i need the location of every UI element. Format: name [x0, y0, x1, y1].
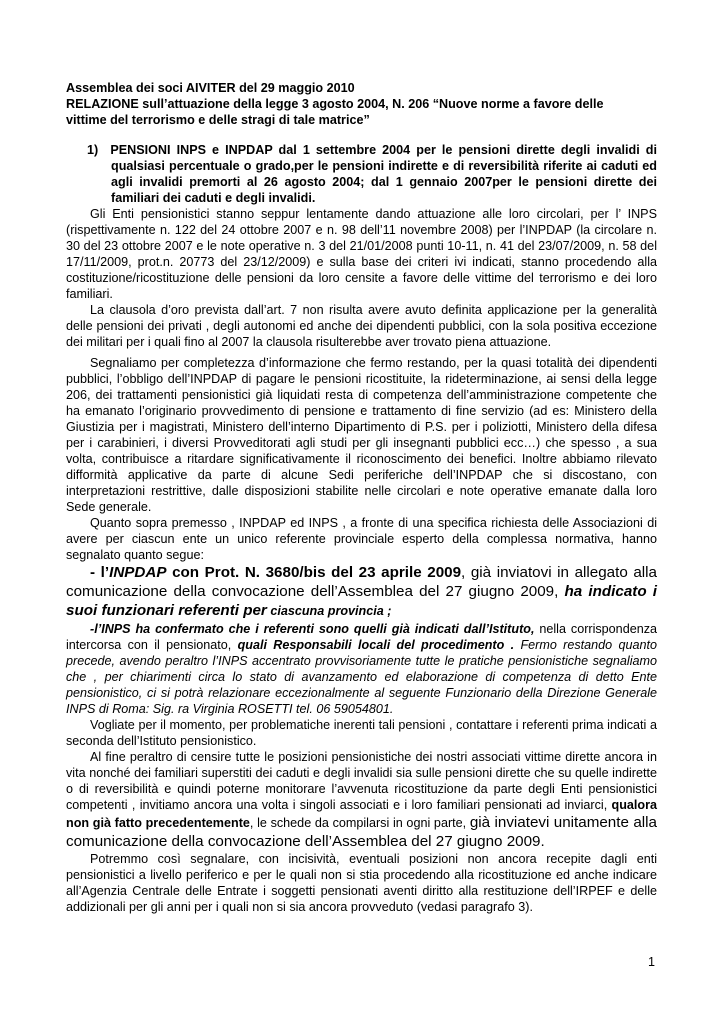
- inpdap-referents: ha indicato i suoi funzionari referenti per: [66, 583, 657, 619]
- header-line-2: RELAZIONE sull’attuazione della legge 3 agosto 2004, N. 206 “Nuove norme a favore delle: [66, 97, 604, 111]
- inps-responsabili: quali Responsabili locali del procedimento .: [237, 638, 515, 652]
- paragraph-1: Gli Enti pensionistici stanno seppur lentamente dando attuazione alle loro circolari, per l’ INPS (rispettivamente n. 122 del 24 ottobre 2007 e n. 98 dell’11 novembre 2008) per l’INPDAP (la circolare n. 30 del 23 ottobre 2007 e le note operative n. 3 del 21/01/2008 punti 10-11, n. 41 del 23/07/2009, n. 58 del 17/11/2009, prot.n. 20773 del 23/12/2009) e sulla base dei criteri ivi indicati, stanno procedendo alla costituzione/ricostituzione delle pensioni da loro censite a favore delle vittime del terrorismo e dei loro familiari.: [66, 207, 657, 301]
- page-number: 1: [648, 955, 656, 969]
- document-header: [66, 80, 657, 128]
- document-page: [66, 80, 657, 915]
- inpdap-protocol: con Prot. N. 3680/bis del 23 aprile 2009: [166, 564, 462, 581]
- inps-note: Fermo restando quanto precede, avendo peraltro l’INPS accentrato provvisoriamente tutte le pratiche pensionistiche segnaliamo che , per chiarimenti circa lo stato di avanzamento ed elaborazione di competenza di detto Ente pensionistico, ci si potrà relazionare eccezionalmente al seguente Funzionario della Direzione Generale INPS di Roma: Sig. ra Virginia ROSETTI tel. 06 59054801.: [66, 638, 657, 716]
- inps-confirmed: -l’INPS ha confermato che i referenti sono quelli già indicati dall’Istituto,: [90, 622, 535, 636]
- inps-text: nella corrispondenza intercorsa con il pensionato,: [66, 622, 658, 652]
- paragraph-2: La clausola d’oro prevista dall’art. 7 non risulta avere avuto definita applicazione per la generalità delle pensioni dei privati , degli autonomi ed anche dei dipendenti pubblici, con la sola positiva eccezione dei militari per i quali fino al 2007 la clausola risulterebbe aver trovato piena attuazione.: [66, 303, 657, 349]
- inpdap-text: , già inviatovi in allegato alla comunicazione della convocazione dell’Assemblea del 27 giugno 2009,: [66, 564, 657, 600]
- p8-text: Al fine peraltro di censire tutte le posizioni pensionistiche dei nostri associati vittime dirette ancora in vita nonché dei familiari superstiti dei caduti e degli invalidi sia sulle pensioni dirette che su quelle indirette o di reversibilità e quindi poterne monitorare l’avvenuta ricostituzione da parte degli Enti pensionistici competenti , invitiamo ancora una volta i singoli associati e i loro familiari pensionati ad inviarci,: [66, 750, 657, 812]
- paragraph-4: Quanto sopra premesso , INPDAP ed INPS , a fronte di una specifica richiesta delle Associazioni di avere per ciascun ente un unico referente provinciale esperto della complessa normativa, hanno segnalato quanto segue:: [66, 516, 657, 562]
- header-line-3: vittime del terrorismo e delle stragi di tale matrice”: [66, 113, 370, 127]
- inpdap-name: INPDAP: [109, 564, 167, 581]
- paragraph-inpdap: [66, 563, 657, 621]
- header-line-1: Assemblea dei soci AIVITER del 29 maggio 2010: [66, 81, 355, 95]
- p8-text-2: , le schede da compilarsi in ogni parte,: [249, 816, 470, 830]
- section-1-heading: [87, 142, 657, 206]
- paragraph-3: Segnaliamo per completezza d’informazione che fermo restando, per la quasi totalità dei dipendenti pubblici, l’obbligo dell’INPDAP di pagare le pensioni ricostituite, la rideterminazione, ai sensi della legge 206, dei trattamenti pensionistici già liquidati resta di competenza dell’amministrazione competente che ha emanato l’originario provvedimento di pensione e trattamento di fine servizio (ad es: Ministero della Giustizia per i magistrati, Ministero dell’interno Dipartimento di P.S. per i poliziotti, Ministero della difesa per i carabinieri, i diversi Provveditorati agli studi per gli insegnanti pubblici ecc…) che spesso , a sua volta, contribuisce a ritardare significativamente il riconoscimento dei benefici. Inoltre abbiamo rilevato difformità applicative da parte di alcune Sedi periferiche dell’INPDAP che si discostano, con interpretazioni restrittive, dalle disposizioni stabilite nelle circolari e note operative emanate dalla loro Sede generale.: [66, 356, 657, 514]
- inpdap-province: ciascuna provincia ;: [266, 604, 392, 618]
- inpdap-prefix: - l’: [90, 564, 110, 581]
- section-1-number: 1): [87, 143, 99, 157]
- p8-bold: qualora non già fatto precedentemente: [66, 798, 657, 830]
- section-1-text: PENSIONI INPS e INPDAP dal 1 settembre 2004 per le pensioni dirette degli invalidi di qualsiasi percentuale o grado,per le pensioni indirette e di reversibilità riferite ai caduti ed agli invalidi premorti al 26 agosto 2004; dal 1 gennaio 2007per le pensioni dirette dei familiari dei caduti e degli invalidi.: [110, 143, 657, 205]
- paragraph-9: Potremmo così segnalare, con incisività, eventuali posizioni non ancora recepite dagli enti pensionistici a livello periferico e per le quali non si stia procedendo alla ricostituzione ed anche indicare all’Agenzia Centrale delle Entrate i soggetti pensionati aventi diritto alla restituzione dell’IRPEF e delle addizionali per gli anni per i quali non si sia ancora provveduto (vedasi paragrafo 3).: [66, 852, 657, 914]
- p8-big: già inviatevi unitamente alla comunicazione della convocazione dell’Assemblea del 27 giugno 2009.: [66, 814, 657, 850]
- paragraph-8: [66, 749, 657, 851]
- paragraph-7: Vogliate per il momento, per problematiche inerenti tali pensioni , contattare i referenti prima indicati a seconda dell’Istituto pensionistico.: [66, 718, 657, 748]
- paragraph-inps: [66, 621, 657, 717]
